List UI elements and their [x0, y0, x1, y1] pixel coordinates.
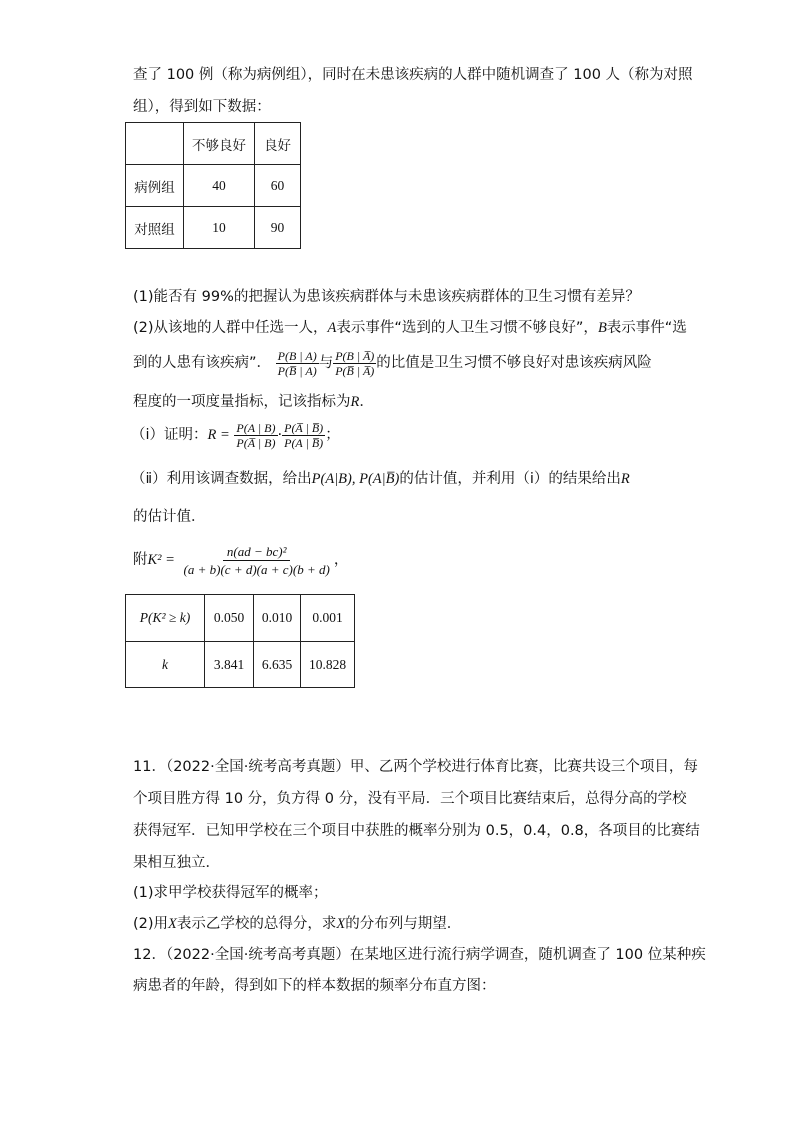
problem-11-question-1: (1)求甲学校获得冠军的概率； — [133, 885, 328, 901]
critical-value-table — [125, 594, 355, 688]
text: 的估计值，并利用（ⅰ）的结果给出 — [399, 471, 621, 487]
survey-table — [125, 122, 301, 249]
table-cell: 0.050 — [205, 595, 254, 642]
numerator: P(B | A) — [277, 348, 317, 363]
table-cell: 10.828 — [301, 642, 355, 688]
question-2-line-3 — [133, 392, 374, 412]
fraction-3 — [234, 421, 277, 450]
denominator: P(B̅ | A) — [277, 363, 317, 378]
var-b: B — [597, 320, 607, 336]
var-x: X — [336, 916, 346, 932]
numerator: P(A̅ | B̅) — [284, 420, 324, 435]
text: 表示事件“选 — [606, 320, 687, 336]
sub-question-i — [131, 418, 340, 452]
table-header-cell — [126, 123, 184, 165]
text: 的分布列与期望． — [345, 916, 462, 932]
formula-line — [133, 538, 348, 582]
question-1: (1)能否有 99%的把握认为患该疾病群体与未患该疾病群体的卫生习惯有差异？ — [133, 289, 640, 305]
table-row-label: 病例组 — [126, 165, 184, 207]
table-header-cell: P(K² ≥ k) — [126, 595, 205, 642]
problem-12-line-2: 病患者的年龄，得到如下的样本数据的频率分布直方图： — [133, 978, 496, 994]
denominator: P(A | B̅) — [284, 435, 324, 450]
math-expression: P(A|B), P(A|B̅) — [311, 471, 400, 487]
text: ． — [359, 394, 374, 410]
problem-12-line-1: 12．（2022·全国·统考高考真题）在某地区进行流行病学调查，随机调查了 100 位某种疾 — [133, 947, 706, 963]
formula-lhs: K² = — [147, 552, 175, 568]
table-cell: 60 — [255, 165, 301, 207]
text: 附 — [133, 552, 148, 568]
question-2-line-2 — [133, 346, 652, 380]
var-a: A — [327, 320, 337, 336]
table-header-cell: 不够良好 — [184, 123, 255, 165]
text: （ⅰ）证明： — [131, 427, 208, 443]
intro-line-1: 查了 100 例（称为病例组），同时在未患该疾病的人群中随机调查了 100 人（称为对照 — [133, 67, 693, 83]
numerator: n(ad − bc)² — [223, 543, 291, 561]
r-equals: R = — [207, 427, 230, 443]
text: ； — [325, 427, 340, 443]
table-cell: 40 — [184, 165, 255, 207]
dot: · — [277, 427, 283, 443]
table-row-label: k — [126, 642, 205, 688]
denominator: P(A̅ | B) — [236, 435, 276, 450]
numerator: P(A | B) — [236, 420, 276, 435]
text: 与 — [318, 355, 334, 371]
text: 到的人患有该疾病”． — [133, 355, 272, 371]
problem-11-line-2: 个项目胜方得 10 分，负方得 0 分，没有平局．三个项目比赛结束后，总得分高的学校 — [133, 791, 687, 807]
problem-11-line-3: 获得冠军．已知甲学校在三个项目中获胜的概率分别为 0.5，0.4，0.8，各项目的比赛结 — [133, 823, 700, 839]
table-cell: 3.841 — [205, 642, 254, 688]
table-cell: 10 — [184, 207, 255, 249]
fraction-4 — [282, 421, 325, 450]
text: 表示乙学校的总得分，求 — [176, 916, 337, 932]
table-cell: 0.001 — [301, 595, 355, 642]
numerator: P(B | A̅) — [335, 348, 375, 363]
text: 表示事件“选到的人卫生习惯不够良好”， — [336, 320, 598, 336]
intro-line-2: 组），得到如下数据： — [133, 99, 271, 115]
problem-11-line-1: 11．（2022·全国·统考高考真题）甲、乙两个学校进行体育比赛，比赛共设三个项目，每 — [133, 759, 698, 775]
chi-square-fraction — [180, 543, 334, 578]
table-row-label: 对照组 — [126, 207, 184, 249]
fraction-2 — [333, 349, 376, 378]
text: ， — [333, 552, 349, 568]
table-header-cell: 良好 — [255, 123, 301, 165]
question-2-line-1 — [133, 318, 687, 338]
var-r: R — [350, 394, 360, 410]
denominator: P(B̅ | A̅) — [335, 363, 375, 378]
table-cell: 0.010 — [254, 595, 301, 642]
denominator: (a + b)(c + d)(a + c)(b + d) — [183, 561, 330, 577]
text: （ⅱ）利用该调查数据，给出 — [131, 471, 312, 487]
table-cell: 6.635 — [254, 642, 301, 688]
table-cell: 90 — [255, 207, 301, 249]
fraction-1 — [276, 349, 319, 378]
sub-question-ii-line-1 — [131, 469, 630, 489]
text: 的比值是卫生习惯不够良好对患该疾病风险 — [376, 355, 652, 371]
problem-11-question-2 — [133, 914, 461, 934]
text: (2)用 — [133, 916, 169, 932]
var-r: R — [620, 471, 630, 487]
problem-11-line-4: 果相互独立． — [133, 855, 220, 871]
text: 程度的一项度量指标，记该指标为 — [133, 394, 351, 410]
var-x: X — [168, 916, 177, 932]
sub-question-ii-line-2: 的估计值． — [133, 509, 206, 525]
text: (2)从该地的人群中任选一人， — [133, 320, 328, 336]
